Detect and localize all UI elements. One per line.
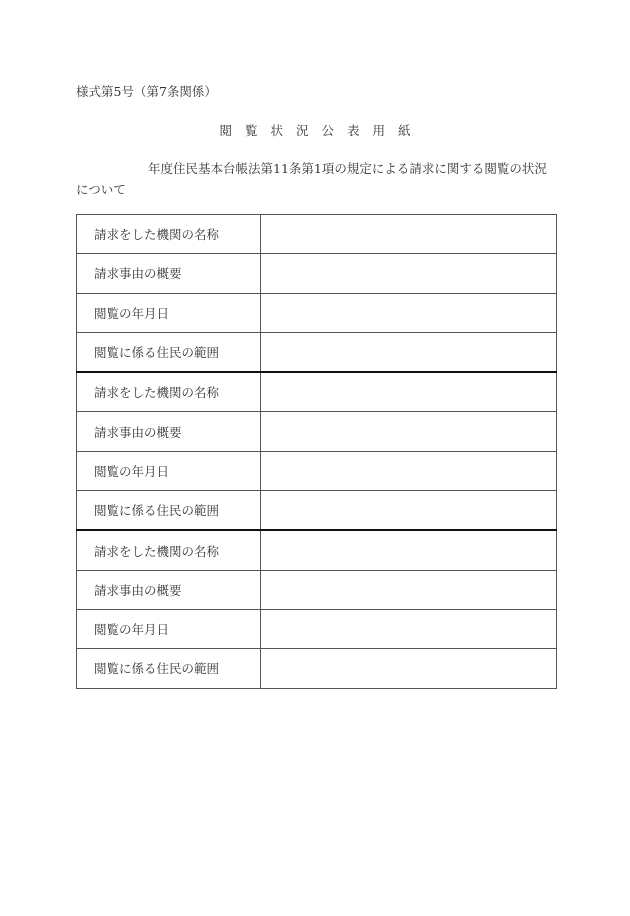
row-label: 閲覧に係る住民の範囲 [77, 491, 261, 531]
row-value[interactable] [261, 372, 557, 412]
row-value[interactable] [261, 530, 557, 570]
title-char: 用 [372, 123, 386, 138]
row-value[interactable] [261, 293, 557, 332]
table-row [77, 609, 557, 648]
inspection-record-table [76, 214, 557, 689]
table-row [77, 570, 557, 609]
row-label: 閲覧の年月日 [77, 451, 261, 490]
title-char: 覧 [244, 123, 258, 138]
row-label: 閲覧の年月日 [77, 293, 261, 332]
title-char: 状 [270, 123, 283, 138]
row-label: 請求をした機関の名称 [77, 530, 261, 570]
row-label: 閲覧に係る住民の範囲 [77, 332, 261, 372]
row-label: 閲覧の年月日 [77, 609, 261, 648]
table-row [77, 451, 557, 490]
table-row [77, 215, 557, 254]
row-value[interactable] [261, 609, 557, 648]
row-value[interactable] [261, 491, 557, 531]
row-value[interactable] [261, 570, 557, 609]
row-value[interactable] [261, 254, 557, 293]
table-row [77, 649, 557, 688]
document-title [0, 121, 630, 139]
row-value[interactable] [261, 332, 557, 372]
row-label: 請求事由の概要 [77, 254, 261, 293]
row-value[interactable] [261, 649, 557, 688]
row-value[interactable] [261, 215, 557, 254]
row-label: 請求事由の概要 [77, 412, 261, 451]
row-label: 請求事由の概要 [77, 570, 261, 609]
title-char: 公 [321, 123, 335, 138]
title-char: 表 [347, 123, 360, 138]
row-value[interactable] [261, 412, 557, 451]
table-row [77, 530, 557, 570]
table-row [77, 293, 557, 332]
table-row [77, 412, 557, 451]
row-label: 請求をした機関の名称 [77, 215, 261, 254]
title-char: 況 [295, 123, 309, 138]
table-row [77, 491, 557, 531]
row-label: 請求をした機関の名称 [77, 372, 261, 412]
title-char: 紙 [398, 123, 411, 138]
row-value[interactable] [261, 451, 557, 490]
table-row [77, 372, 557, 412]
intro-paragraph: 年度住民基本台帳法第11条第1項の規定による請求に関する閲覧の状況について [76, 161, 547, 197]
table-row [77, 332, 557, 372]
table-row [77, 254, 557, 293]
title-char: 閲 [219, 123, 232, 138]
row-label: 閲覧に係る住民の範囲 [77, 649, 261, 688]
form-number: 様式第5号（第7条関係） [76, 84, 217, 99]
